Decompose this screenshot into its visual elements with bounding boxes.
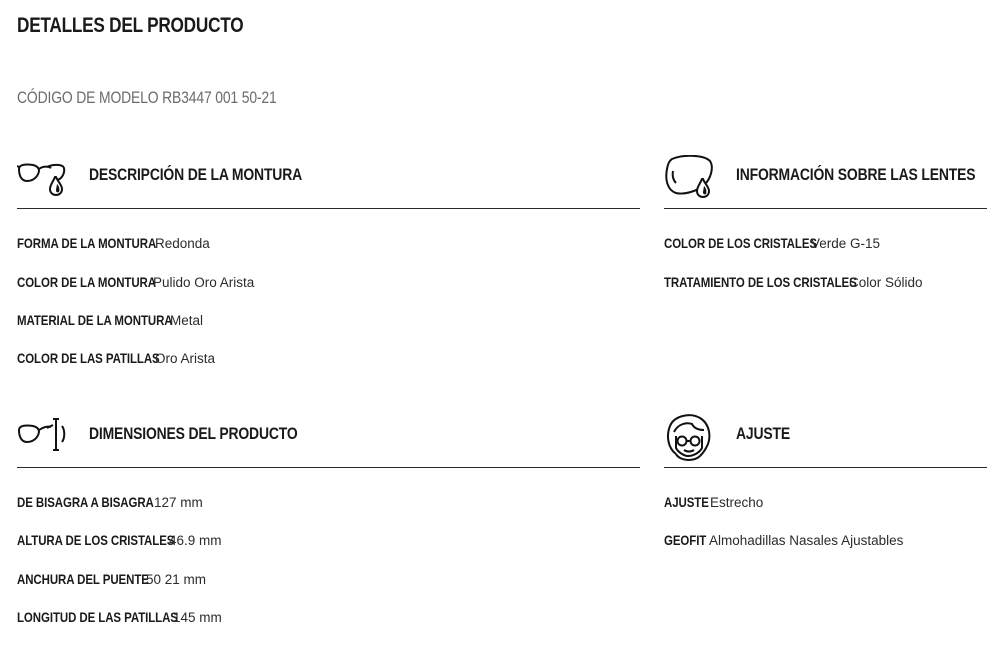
spec-label: ALTURA DE LOS CRISTALES xyxy=(17,532,175,548)
spec-row-frame-material xyxy=(17,312,207,332)
section-header xyxy=(664,414,987,468)
spec-row-lens-height xyxy=(17,532,222,552)
product-dimensions-section xyxy=(17,414,640,625)
spec-label: GEOFIT xyxy=(664,532,707,548)
spec-label: LONGITUD DE LAS PATILLAS xyxy=(17,609,178,625)
spec-value: 145 mm xyxy=(173,610,222,625)
spec-value: Estrecho xyxy=(710,495,764,510)
spec-label: FORMA DE LA MONTURA xyxy=(17,235,157,251)
face-glasses-icon xyxy=(664,414,714,462)
spec-row-hinge-to-hinge xyxy=(17,494,203,514)
spec-value: Color Sólido xyxy=(849,275,923,290)
spec-row-temple-length xyxy=(17,609,222,629)
spec-value: Metal xyxy=(170,313,204,328)
spec-label: MATERIAL DE LA MONTURA xyxy=(17,312,173,328)
spec-label: COLOR DE LAS PATILLAS xyxy=(17,350,160,366)
lens-information-section xyxy=(664,155,987,290)
spec-value: Oro Arista xyxy=(155,351,216,366)
section-title: INFORMACIÓN SOBRE LAS LENTES xyxy=(736,165,976,184)
spec-value: 50 21 mm xyxy=(146,572,207,587)
section-title: DIMENSIONES DEL PRODUCTO xyxy=(89,424,298,443)
page-title: DETALLES DEL PRODUCTO xyxy=(17,14,244,37)
lens-drop-icon xyxy=(664,155,714,203)
spec-row-frame-shape xyxy=(17,235,210,255)
sunglasses-drop-icon xyxy=(17,155,67,203)
spec-row-bridge-width xyxy=(17,571,207,591)
spec-label: ANCHURA DEL PUENTE xyxy=(17,571,149,587)
model-code: CÓDIGO DE MODELO RB3447 001 50-21 xyxy=(17,88,277,107)
section-header xyxy=(17,155,640,209)
section-header xyxy=(664,155,987,209)
spec-row-frame-color xyxy=(17,274,255,294)
spec-row-lens-color xyxy=(664,235,881,255)
spec-row-lens-treatment xyxy=(664,274,923,294)
spec-row-fit xyxy=(664,494,764,514)
section-header xyxy=(17,414,640,468)
spec-value: 46.9 mm xyxy=(169,533,222,548)
spec-row-geofit xyxy=(664,532,904,552)
spec-value: Verde G-15 xyxy=(811,236,881,251)
frame-description-section xyxy=(17,155,640,366)
spec-label: AJUSTE xyxy=(664,494,709,510)
spec-label: TRATAMIENTO DE LOS CRISTALES xyxy=(664,274,857,290)
spec-label: COLOR DE LA MONTURA xyxy=(17,274,156,290)
spec-value: Pulido Oro Arista xyxy=(153,275,255,290)
spec-value: 127 mm xyxy=(154,495,203,510)
spec-label: COLOR DE LOS CRISTALES xyxy=(664,235,817,251)
spec-value: Almohadillas Nasales Ajustables xyxy=(709,533,904,548)
spec-label: DE BISAGRA A BISAGRA xyxy=(17,494,154,510)
section-title: DESCRIPCIÓN DE LA MONTURA xyxy=(89,165,303,184)
section-title: AJUSTE xyxy=(736,424,791,443)
fit-section xyxy=(664,414,987,548)
spec-value: Redonda xyxy=(155,236,210,251)
spec-row-temple-color xyxy=(17,350,216,370)
glasses-measure-icon xyxy=(17,414,67,462)
